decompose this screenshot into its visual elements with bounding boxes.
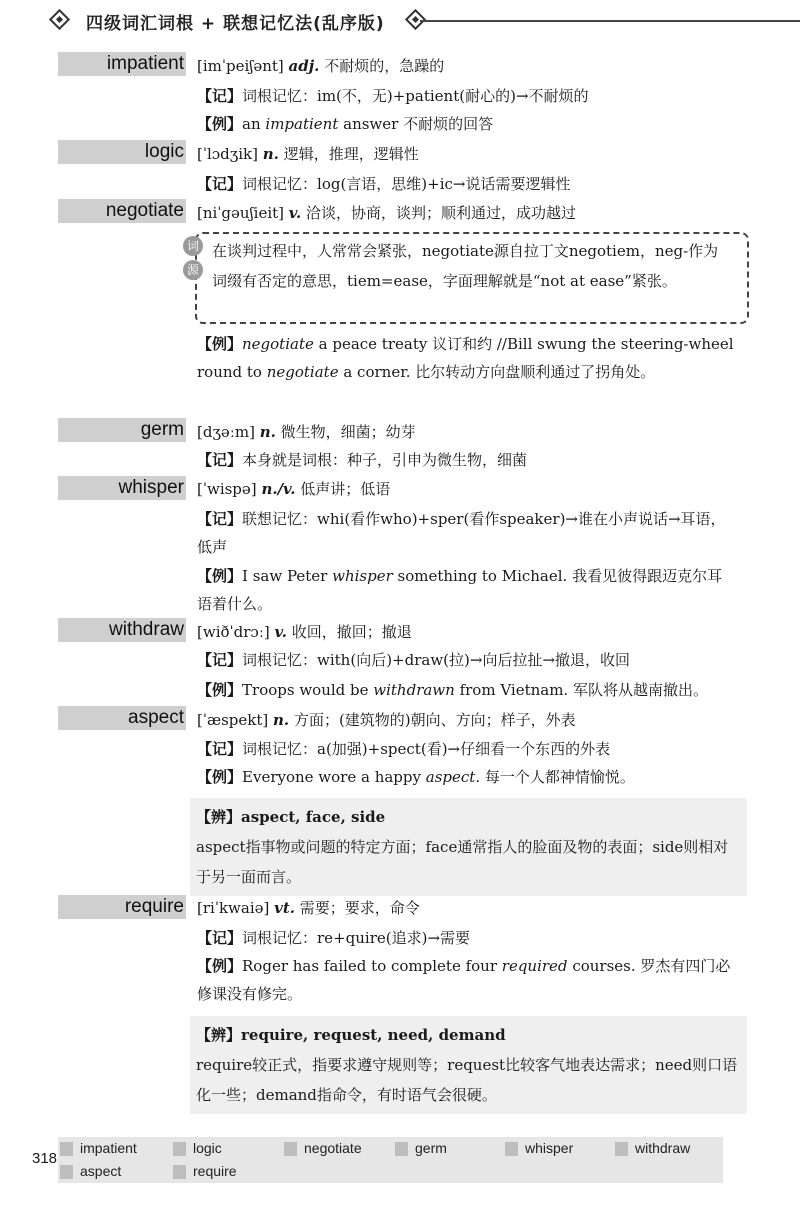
checkbox-icon[interactable] <box>60 1165 73 1179</box>
definition-whisper <box>197 478 390 499</box>
definition-withdraw <box>197 621 412 642</box>
example-keyword: withdrawn <box>373 681 455 699</box>
distinction-heading <box>196 1020 741 1050</box>
meaning: 不耐烦的，急躁的 <box>324 57 445 75</box>
example-text: something to Michael. 我看见彼得跟迈克尔耳语着什么。 <box>197 567 723 613</box>
part-of-speech: n. <box>259 423 276 441</box>
checklist-label: require <box>193 1163 237 1179</box>
phonetic: [riˈkwaiə] <box>197 899 270 917</box>
memory-text: 本身就是词根：种子，引申为微生物，细菌 <box>242 451 528 469</box>
distinction-title: require, request, need, demand <box>241 1026 506 1044</box>
definition-impatient <box>197 55 444 76</box>
example-line-negotiate <box>197 330 737 386</box>
memory-line-impatient <box>197 82 737 110</box>
example-line-aspect <box>197 763 737 791</box>
example-text: from Vietnam. 军队将从越南撤出。 <box>454 681 708 699</box>
headword-logic: logic <box>144 141 184 162</box>
checklist-label: withdraw <box>635 1140 691 1156</box>
etymology-text: 在谈判过程中，人常常会紧张，negotiate源自拉丁文negotiem，neg-作为词缀有否定的意思，tiem=ease，字面理解就是“not at ease”紧张。 <box>212 242 719 290</box>
example-text: . 每一个人都神情愉悦。 <box>475 768 635 786</box>
headword-whisper: whisper <box>118 477 184 498</box>
checklist-label: germ <box>415 1140 447 1156</box>
memory-tag: 【记】 <box>197 175 243 193</box>
example-text: Everyone wore a happy <box>242 768 426 786</box>
checklist-label: whisper <box>525 1140 574 1156</box>
memory-tag: 【记】 <box>197 510 243 528</box>
checkbox-icon[interactable] <box>284 1142 297 1156</box>
distinction-tag: 【辨】 <box>196 1026 242 1044</box>
headword-bar-whisper <box>58 476 186 500</box>
checkbox-icon[interactable] <box>395 1142 408 1156</box>
memory-text: 词根记忆：a(加强)+spect(看)→仔细看一个东西的外表 <box>242 740 611 758</box>
headword-require: require <box>124 896 184 917</box>
header-title: 四级词汇词根 + 联想记忆法(乱序版) <box>86 14 385 34</box>
part-of-speech: adj. <box>288 57 320 75</box>
headword-withdraw: withdraw <box>109 619 184 640</box>
distinction-title: aspect, face, side <box>241 808 386 826</box>
example-keyword: negotiate <box>266 363 339 381</box>
headword-bar-aspect <box>58 706 186 730</box>
meaning: 洽谈，协商，谈判；顺利通过，成功越过 <box>306 204 577 222</box>
headword-bar-impatient <box>58 52 186 76</box>
phonetic: [ˈwispə] <box>197 480 257 498</box>
meaning: 需要；要求，命令 <box>299 899 420 917</box>
checkbox-icon[interactable] <box>173 1142 186 1156</box>
memory-tag: 【记】 <box>197 740 243 758</box>
example-text: Troops would be <box>242 681 374 699</box>
definition-germ <box>197 421 416 442</box>
example-line-require <box>197 952 737 1008</box>
example-text: answer 不耐烦的回答 <box>338 115 494 133</box>
checkbox-icon[interactable] <box>60 1142 73 1156</box>
header-rule <box>420 20 800 22</box>
example-keyword: impatient <box>265 115 339 133</box>
example-tag: 【例】 <box>197 567 243 585</box>
part-of-speech: v. <box>288 204 302 222</box>
distinction-heading <box>196 802 741 832</box>
example-tag: 【例】 <box>197 681 243 699</box>
part-of-speech: n./v. <box>261 480 296 498</box>
headword-bar-germ <box>58 418 186 442</box>
definition-aspect <box>197 709 576 730</box>
memory-tag: 【记】 <box>197 651 243 669</box>
review-checklist <box>60 1137 725 1183</box>
part-of-speech: vt. <box>274 899 295 917</box>
example-text: courses. 罗杰有四门必修课没有修完。 <box>197 957 731 1003</box>
phonetic: [ˈæspekt] <box>197 711 269 729</box>
checklist-label: aspect <box>80 1163 122 1179</box>
checklist-label: logic <box>193 1140 222 1156</box>
memory-text: 词根记忆：with(向后)+draw(拉)→向后拉扯→撤退，收回 <box>242 651 631 669</box>
example-tag: 【例】 <box>197 957 243 975</box>
meaning: 收回，撤回；撤退 <box>291 623 412 641</box>
phonetic: [dʒəːm] <box>197 423 255 441</box>
memory-line-aspect <box>197 735 737 763</box>
example-text: an <box>242 115 266 133</box>
phonetic: [ˈlɔdʒik] <box>197 145 258 163</box>
phonetic: [imˈpeiʃənt] <box>197 57 284 75</box>
headword-bar-withdraw <box>58 618 186 642</box>
definition-require <box>197 897 420 918</box>
checklist-label: impatient <box>80 1140 137 1156</box>
memory-text: 词根记忆：im(不，无)+patient(耐心的)→不耐烦的 <box>242 87 589 105</box>
example-text: Roger has failed to complete four <box>242 957 502 975</box>
checklist-label: negotiate <box>304 1140 362 1156</box>
headword-bar-require <box>58 895 186 919</box>
part-of-speech: n. <box>262 145 279 163</box>
memory-line-whisper <box>197 505 737 561</box>
checkbox-icon[interactable] <box>505 1142 518 1156</box>
example-keyword: whisper <box>332 567 393 585</box>
example-line-whisper <box>197 562 737 618</box>
example-line-impatient <box>197 110 737 138</box>
etymology-badge-char: 词 <box>183 236 203 256</box>
page-number: 318 <box>32 1150 58 1167</box>
example-tag: 【例】 <box>197 335 243 353</box>
headword-germ: germ <box>140 419 184 440</box>
memory-tag: 【记】 <box>197 929 243 947</box>
example-text: a corner. 比尔转动方向盘顺利通过了拐角处。 <box>338 363 656 381</box>
etymology-badge-char: 源 <box>183 260 203 280</box>
phonetic: [wiðˈdrɔː] <box>197 623 270 641</box>
example-text: a peace treaty 议订和约 //Bill swung the steering-wheel round to <box>197 335 734 381</box>
memory-line-logic <box>197 170 737 198</box>
headword-negotiate: negotiate <box>105 200 184 221</box>
distinction-text: require较正式，指要求遵守规则等；request比较客气地表达需求；need则口语化一些；demand指命令，有时语气会很硬。 <box>196 1056 738 1104</box>
memory-tag: 【记】 <box>197 87 243 105</box>
meaning: 逻辑，推理，逻辑性 <box>283 145 419 163</box>
etymology-badge <box>183 236 205 284</box>
headword-aspect: aspect <box>128 707 184 728</box>
memory-text: 联想记忆：whi(看作who)+sper(看作speaker)→谁在小声说话→耳语，低声 <box>197 510 726 556</box>
memory-text: 词根记忆：re+quire(追求)→需要 <box>242 929 471 947</box>
example-keyword: aspect <box>425 768 476 786</box>
memory-line-germ <box>197 446 737 474</box>
example-keyword: negotiate <box>242 335 314 353</box>
memory-line-require <box>197 924 737 952</box>
part-of-speech: v. <box>274 623 287 641</box>
diamond-left-icon <box>49 9 70 30</box>
definition-logic <box>197 143 419 164</box>
distinction-text: aspect指事物或问题的特定方面；face通常指人的脸面及物的表面；side则相对于另一面而言。 <box>196 838 729 886</box>
example-text: I saw Peter <box>242 567 333 585</box>
headword-bar-logic <box>58 140 186 164</box>
distinction-block-require <box>190 1016 747 1114</box>
memory-tag: 【记】 <box>197 451 243 469</box>
checkbox-icon[interactable] <box>173 1165 186 1179</box>
memory-text: 词根记忆：log(言语，思维)+ic→说话需要逻辑性 <box>242 175 571 193</box>
distinction-tag: 【辨】 <box>196 808 242 826</box>
definition-negotiate <box>197 202 576 223</box>
example-tag: 【例】 <box>197 115 243 133</box>
distinction-block-aspect <box>190 798 747 896</box>
headword-bar-negotiate <box>58 199 186 223</box>
meaning: 低声讲；低语 <box>300 480 391 498</box>
checkbox-icon[interactable] <box>615 1142 628 1156</box>
meaning: 微生物，细菌；幼芽 <box>280 423 416 441</box>
example-keyword: required <box>501 957 568 975</box>
part-of-speech: n. <box>273 711 290 729</box>
memory-line-withdraw <box>197 646 737 674</box>
phonetic: [niˈgəuʃieit] <box>197 204 284 222</box>
example-tag: 【例】 <box>197 768 243 786</box>
example-line-withdraw <box>197 676 737 704</box>
meaning: 方面；(建筑物的)朝向、方向；样子，外表 <box>293 711 576 729</box>
headword-impatient: impatient <box>106 53 184 74</box>
